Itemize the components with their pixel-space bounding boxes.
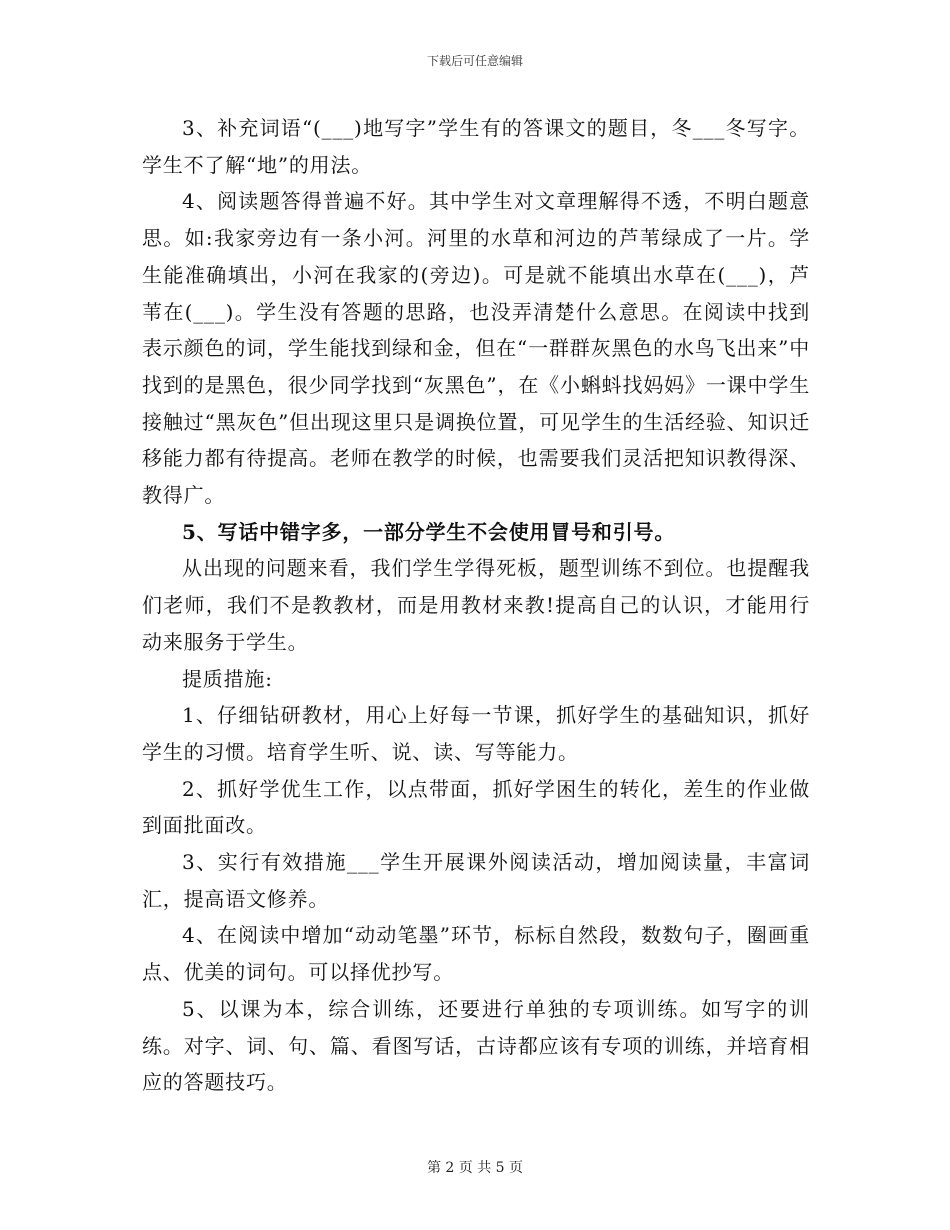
paragraph-item-4-reading: 4、阅读题答得普遍不好。其中学生对文章理解得不透，不明白题意思。如:我家旁边有一条小河。河里的水草和河边的芦苇绿成了一片。学生能准确填出，小河在我家的(旁边)。可是就不能填出水草在(___)，芦苇在(___)。学生没有答题的思路，也没弄清楚什么意思。在阅读中找到表示颜色的词，学生能找到绿和金，但在“一群群灰黑色的水鸟飞出来”中找到的是黑色，很少同学找到“灰黑色”，在《小蝌蚪找妈妈》一课中学生接触过“黑灰色”但出现这里只是调换位置，可见学生的生活经验、知识迁移能力都有待提高。老师在教学的时候，也需要我们灵活把知识教得深、教得广。: [142, 189, 810, 508]
paragraph-item-3-fill-word: 3、补充词语“(___)地写字”学生有的答课文的题目，冬___冬写字。学生不了解“地”的用法。: [142, 116, 810, 177]
measure-item-3: 3、实行有效措施___学生开展课外阅读活动，增加阅读量，丰富词汇，提高语文修养。: [142, 850, 810, 911]
page-footer: 第 2 页 共 5 页: [426, 1160, 524, 1176]
paragraph-summary: 从出现的问题来看，我们学生学得死板，题型训练不到位。也提醒我们老师，我们不是教教材，而是用教材来教!提高自己的认识，才能用行动来服务于学生。: [142, 556, 810, 654]
page-header: 下载后可任意编辑: [426, 54, 523, 68]
measure-item-4: 4、在阅读中增加“动动笔墨”环节，标标自然段，数数句子，圈画重点、优美的词句。可以择优抄写。: [142, 923, 810, 985]
measure-item-1: 1、仔细钻研教材，用心上好每一节课，抓好学生的基础知识，抓好学生的习惯。培育学生听、说、读、写等能力。: [142, 703, 810, 764]
document-body: [142, 110, 810, 1101]
measure-item-2: 2、抓好学优生工作，以点带面，抓好学困生的转化，差生的作业做到面批面改。: [142, 776, 810, 838]
measure-item-5: 5、以课为本，综合训练，还要进行单独的专项训练。如写字的训练。对字、词、句、篇、看图写话，古诗都应该有专项的训练，并培育相应的答题技巧。: [142, 996, 810, 1095]
section-heading-measures: 提质措施:: [182, 666, 273, 691]
paragraph-item-5-writing: 5、写话中错字多，一部分学生不会使用冒号和引号。: [182, 519, 676, 544]
